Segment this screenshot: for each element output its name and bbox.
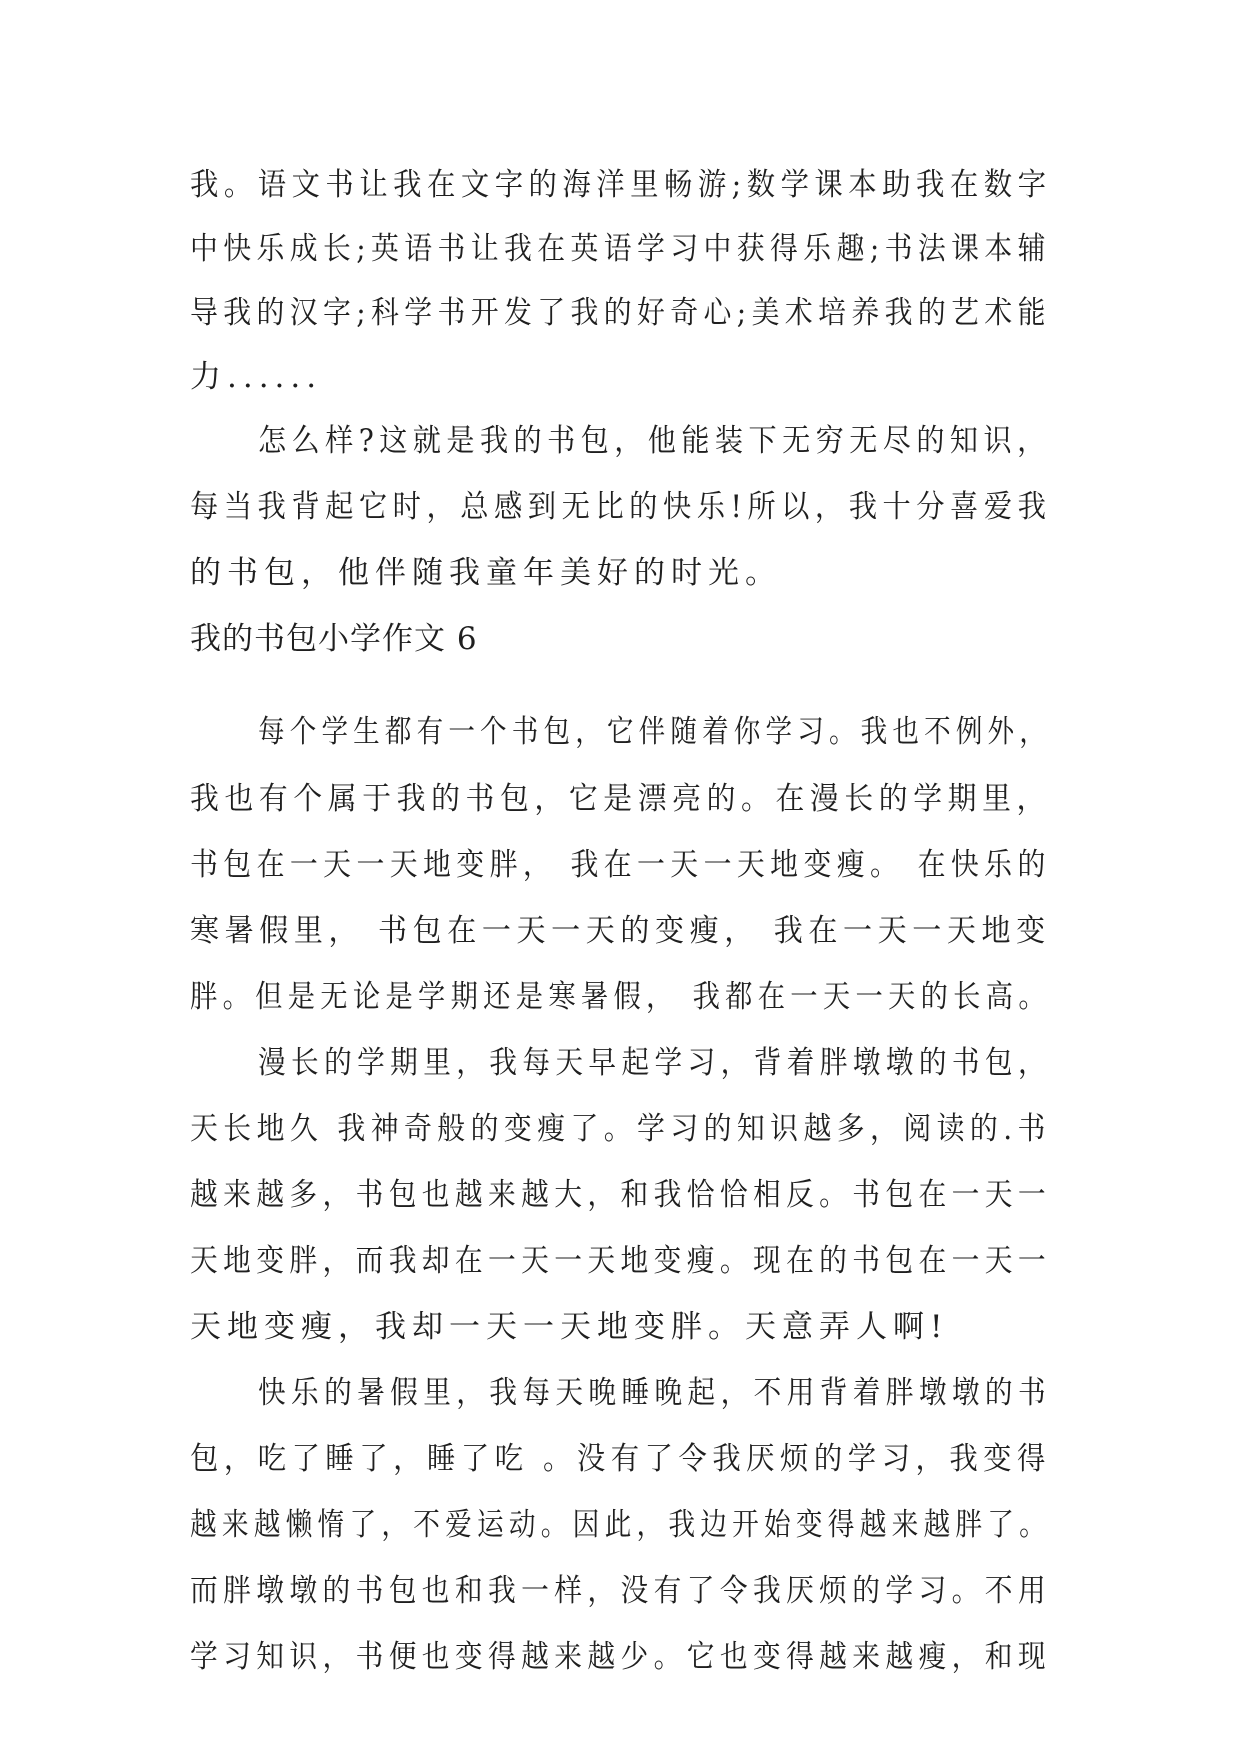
paragraph-first-line: 快乐的暑假里，我每天晚睡晚起，不用背着胖墩墩的书 [258,1375,1051,1411]
text-line: 书包在一天一天地变胖， 我在一天一天地变瘦。 在快乐的 [190,847,1051,883]
text-line: 越来越多，书包也越来越大，和我恰恰相反。书包在一天一 [190,1177,1051,1213]
paragraph-first-line: 每个学生都有一个书包，它伴随着你学习。我也不例外， [258,714,1052,750]
text-line: 我也有个属于我的书包，它是漂亮的。在漫长的学期里， [190,781,1051,817]
text-line: 导我的汉字;科学书开发了我的好奇心;美术培养我的艺术能 [190,295,1051,331]
text-line: 天地变瘦，我却一天一天地变胖。天意弄人啊! [190,1309,949,1345]
text-line: 力...... [190,359,323,395]
text-line: 每当我背起它时，总感到无比的快乐!所以，我十分喜爱我 [190,489,1052,525]
text-line: 的书包，他伴随我童年美好的时光。 [190,555,782,591]
text-line: 天长地久 我神奇般的变瘦了。学习的知识越多，阅读的.书 [190,1111,1051,1147]
paragraph-first-line: 怎么样?这就是我的书包，他能装下无穷无尽的知识， [258,423,1051,459]
section-heading: 我的书包小学作文 6 [190,621,478,657]
text-line: 越来越懒惰了，不爱运动。因此，我边开始变得越来越胖了。 [190,1507,1052,1543]
text-line: 学习知识，书便也变得越来越少。它也变得越来越瘦，和现 [190,1639,1051,1675]
text-line: 寒暑假里， 书包在一天一天的变瘦， 我在一天一天地变 [190,913,1051,949]
text-line: 包，吃了睡了，睡了吃 。没有了令我厌烦的学习，我变得 [190,1441,1051,1477]
text-line: 胖。但是无论是学期还是寒暑假， 我都在一天一天的长高。 [190,979,1051,1015]
paragraph-first-line: 漫长的学期里，我每天早起学习，背着胖墩墩的书包， [258,1045,1051,1081]
text-line: 天地变胖，而我却在一天一天地变瘦。现在的书包在一天一 [190,1243,1051,1279]
text-line: 中快乐成长;英语书让我在英语学习中获得乐趣;书法课本辅 [190,231,1051,267]
text-line: 而胖墩墩的书包也和我一样，没有了令我厌烦的学习。不用 [190,1573,1051,1609]
text-line: 我。语文书让我在文字的海洋里畅游;数学课本助我在数字 [190,167,1052,203]
